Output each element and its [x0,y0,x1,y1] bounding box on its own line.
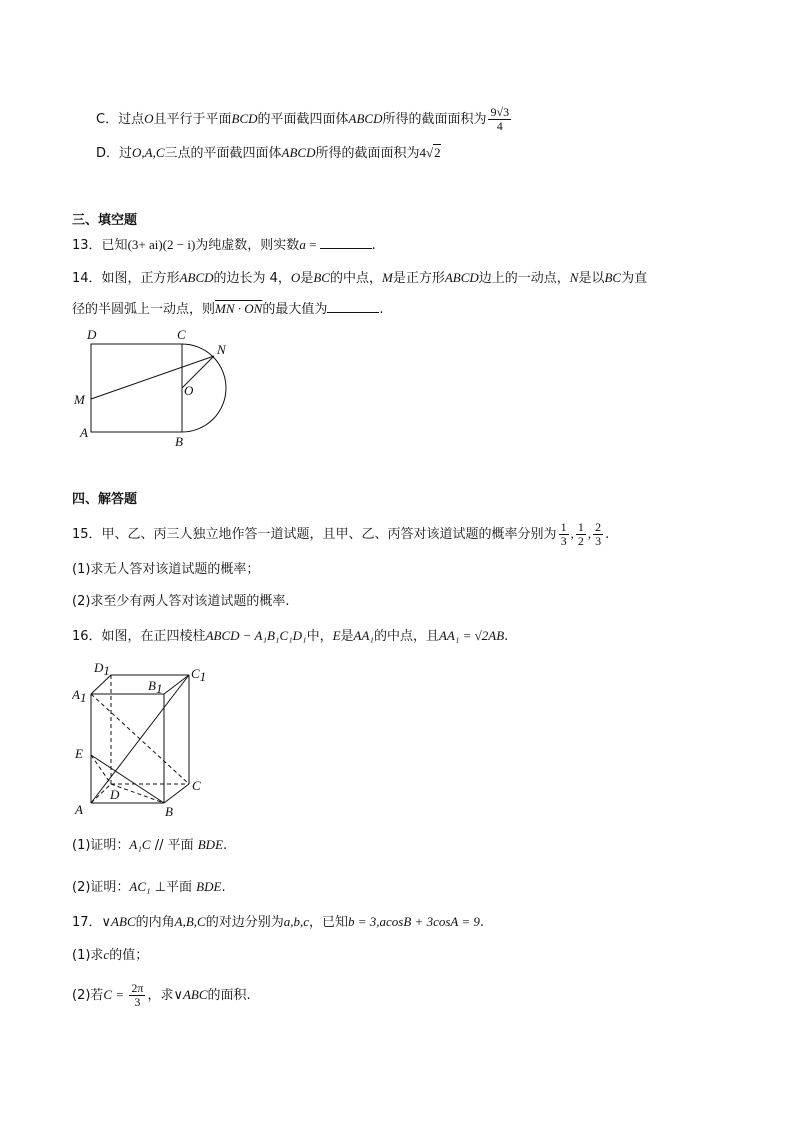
vector-dot-product: MN · ON [215,301,263,316]
label-b1: B1 [148,678,163,696]
q14-line1: 14．如图，正方形ABCD的边长为 4，O是BC的中点，M是正方形ABCD边上的一动点，N是以BC为直 [72,270,648,286]
answer-blank[interactable] [320,236,372,249]
label-b: B [175,434,183,449]
label-a: A [75,802,83,817]
section-fill-in-title: 三、填空题 [72,213,138,228]
q15-part1: (1)求无人答对该道试题的概率； [72,562,260,577]
section-solve-title: 四、解答题 [72,492,138,507]
q12-option-c: C．过点O且平行于平面BCD的平面截四面体ABCD所得的截面面积为 $\frac{9√3}{4}$ [96,105,510,133]
segment-mn [91,356,214,399]
q17: 17．∨ABC的内角A,B,C的对边分别为a,b,c，已知b = 3,acosB + 3cosA = 9. [72,914,485,930]
q15: 15．甲、乙、丙三人独立地作答一道试题，且甲、乙、丙答对该道试题的概率分别为 $\frac{1}{3}$ , $\frac{1}{2}$ , $\frac{2}{3}$ . [72,520,610,548]
label-c: C [177,327,186,342]
label-d: D [110,787,120,802]
label-m: M [74,392,85,407]
q17-part2: (2)若C = $\frac{2\pi}{3}$ ，求∨ABC的面积. [72,981,251,1009]
square-abcd [91,344,182,432]
q17-part1: (1)求c的值； [72,947,149,963]
label-d1: D1 [94,660,110,678]
label-o: O [184,383,194,398]
segment-eb [91,755,164,803]
q16-part1: (1)证明：A₁C // 平面 BDE. [72,837,228,853]
label-a1: A1 [72,687,87,705]
label-c1: C1 [191,666,207,684]
q15-part2: (2)求至少有两人答对该道试题的概率. [72,594,290,609]
label-e: E [75,746,83,761]
label-n: N [217,342,226,357]
q14-line2: 径的半圆弧上一动点，则MN · ON的最大值为 . [72,301,384,317]
q16-figure [72,656,212,818]
q16-part2: (2)证明：AC₁ ⊥平面 BDE. [72,879,226,895]
answer-blank[interactable] [327,300,379,313]
segment-ed [91,755,111,784]
q16: 16．如图，在正四棱柱ABCD − A₁B₁C₁D₁中，E是AA₁的中点，且AA₁ = √2AB. [72,628,509,644]
q12-option-d: D．过O,A,C三点的平面截四面体ABCD所得的截面面积为4√2 [96,145,441,161]
label-b: B [165,804,173,818]
label-d: D [87,327,97,342]
q14-figure [74,324,234,450]
label-a: A [80,425,88,440]
label-c: C [192,778,201,793]
q13: 13．已知(3+ ai)(2 − i)为纯虚数，则实数a = . [72,237,376,253]
area-fraction: $\frac{9√3}{4}$ [490,105,510,133]
